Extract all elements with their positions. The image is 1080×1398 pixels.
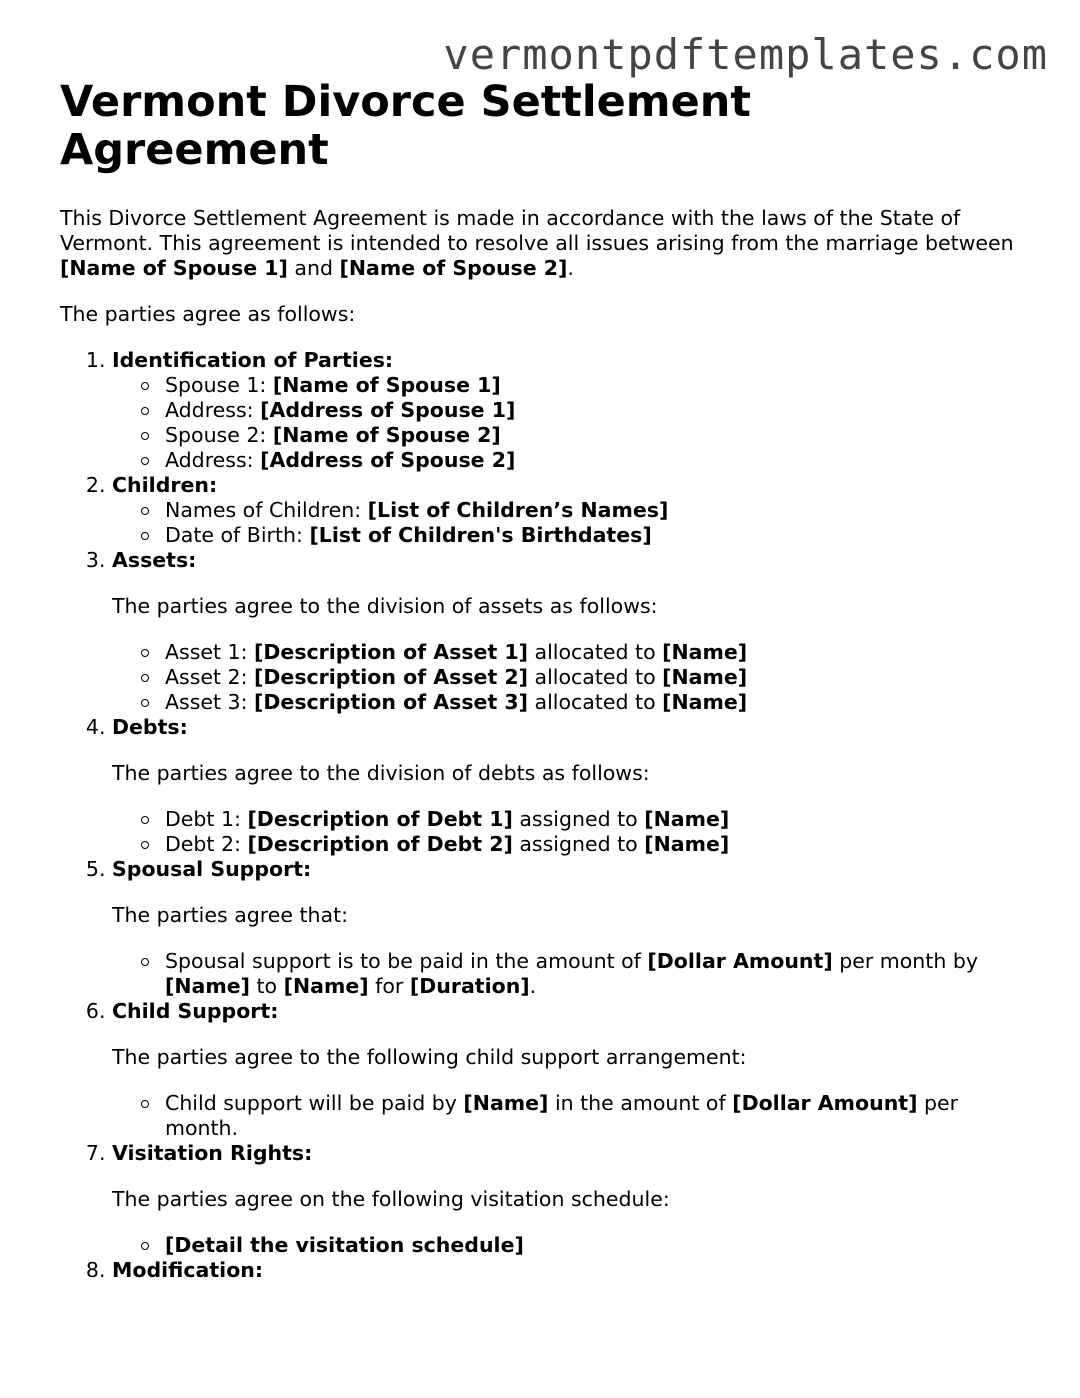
sub-list bbox=[112, 949, 1020, 999]
intro-paragraph bbox=[60, 206, 1020, 281]
section-children bbox=[112, 473, 1020, 548]
item-text: in the amount of bbox=[548, 1091, 733, 1115]
intro-spouse2: [Name of Spouse 2] bbox=[339, 256, 568, 280]
section-title: Spousal Support: bbox=[112, 857, 312, 881]
item-amount: [Dollar Amount] bbox=[732, 1091, 918, 1115]
item-value: [Name of Spouse 2] bbox=[272, 423, 501, 447]
item-label: Names of Children: bbox=[165, 498, 368, 522]
item-value: [Address of Spouse 1] bbox=[260, 398, 516, 422]
list-item bbox=[165, 423, 1020, 448]
item-text: Spousal support is to be paid in the amount of bbox=[165, 949, 648, 973]
list-item bbox=[165, 523, 1020, 548]
section-paragraph: The parties agree on the following visitation schedule: bbox=[112, 1187, 670, 1211]
item-label: Address: bbox=[165, 448, 261, 472]
section-paragraph: The parties agree to the division of assets as follows: bbox=[112, 594, 658, 618]
list-item bbox=[165, 832, 1020, 857]
item-amount: [Dollar Amount] bbox=[647, 949, 833, 973]
list-item bbox=[165, 448, 1020, 473]
section-title: Modification: bbox=[112, 1258, 264, 1282]
item-connector: assigned to bbox=[512, 807, 645, 831]
section-title: Children: bbox=[112, 473, 218, 497]
item-value: [Description of Asset 2] bbox=[254, 665, 529, 689]
item-value: [List of Children’s Names] bbox=[367, 498, 669, 522]
sub-list bbox=[112, 1091, 1020, 1141]
item-label: Date of Birth: bbox=[165, 523, 310, 547]
section-title: Child Support: bbox=[112, 999, 279, 1023]
item-value: [List of Children's Birthdates] bbox=[309, 523, 652, 547]
lead-paragraph: The parties agree as follows: bbox=[60, 302, 356, 326]
section-assets bbox=[112, 548, 1020, 715]
item-payer: [Name] bbox=[165, 974, 250, 998]
item-value: [Description of Asset 1] bbox=[254, 640, 529, 664]
list-item bbox=[165, 690, 1020, 715]
list-item bbox=[165, 949, 1020, 999]
item-label: Address: bbox=[165, 398, 261, 422]
list-item bbox=[165, 807, 1020, 832]
watermark: vermontpdftemplates.com bbox=[443, 30, 1048, 79]
section-spousal-support bbox=[112, 857, 1020, 999]
section-child-support bbox=[112, 999, 1020, 1141]
item-text: to bbox=[250, 974, 284, 998]
item-payee: [Name] bbox=[283, 974, 369, 998]
item-label: Spouse 2: bbox=[165, 423, 273, 447]
item-who: [Name] bbox=[662, 640, 748, 664]
section-paragraph: The parties agree that: bbox=[112, 903, 349, 927]
list-item bbox=[165, 373, 1020, 398]
sub-list bbox=[112, 1233, 1020, 1258]
list-item bbox=[165, 498, 1020, 523]
intro-and: and bbox=[287, 256, 340, 280]
item-value: [Name of Spouse 1] bbox=[272, 373, 501, 397]
section-title: Debts: bbox=[112, 715, 188, 739]
section-paragraph: The parties agree to the following child support arrangement: bbox=[112, 1045, 747, 1069]
item-value: [Address of Spouse 2] bbox=[260, 448, 516, 472]
item-value: [Detail the visitation schedule] bbox=[165, 1233, 524, 1257]
section-title: Visitation Rights: bbox=[112, 1141, 313, 1165]
sub-list bbox=[112, 640, 1020, 715]
item-duration: [Duration] bbox=[409, 974, 530, 998]
item-text: for bbox=[368, 974, 410, 998]
item-connector: allocated to bbox=[528, 690, 663, 714]
intro-text: This Divorce Settlement Agreement is made in accordance with the laws of the State of Vermont. This agreement is intended to resolve all issues arising from the marriage between bbox=[60, 206, 1014, 255]
intro-end: . bbox=[567, 256, 574, 280]
item-label: Asset 2: bbox=[165, 665, 255, 689]
intro-spouse1: [Name of Spouse 1] bbox=[60, 256, 288, 280]
section-visitation bbox=[112, 1141, 1020, 1258]
list-item bbox=[165, 398, 1020, 423]
item-label: Debt 1: bbox=[165, 807, 248, 831]
item-who: [Name] bbox=[644, 807, 730, 831]
item-who: [Name] bbox=[644, 832, 730, 856]
item-text: . bbox=[529, 974, 537, 998]
item-connector: assigned to bbox=[512, 832, 645, 856]
document-title: Vermont Divorce Settlement Agreement bbox=[60, 77, 751, 175]
item-value: [Description of Asset 3] bbox=[254, 690, 529, 714]
list-item bbox=[165, 665, 1020, 690]
sub-list bbox=[112, 498, 1020, 548]
list-item bbox=[165, 1233, 1020, 1258]
sections-list bbox=[60, 348, 1020, 1283]
section-paragraph: The parties agree to the division of debts as follows: bbox=[112, 761, 650, 785]
item-connector: allocated to bbox=[528, 640, 663, 664]
item-payer: [Name] bbox=[463, 1091, 549, 1115]
item-who: [Name] bbox=[662, 690, 748, 714]
sub-list bbox=[112, 373, 1020, 473]
item-label: Spouse 1: bbox=[165, 373, 273, 397]
section-debts bbox=[112, 715, 1020, 857]
item-value: [Description of Debt 2] bbox=[247, 832, 513, 856]
item-text: Child support will be paid by bbox=[165, 1091, 464, 1115]
item-label: Debt 2: bbox=[165, 832, 248, 856]
document-body bbox=[60, 78, 1020, 1283]
item-label: Asset 1: bbox=[165, 640, 255, 664]
item-text: per month. bbox=[165, 1091, 959, 1140]
item-text: per month by bbox=[832, 949, 978, 973]
item-value: [Description of Debt 1] bbox=[247, 807, 513, 831]
list-item bbox=[165, 640, 1020, 665]
section-identification bbox=[112, 348, 1020, 473]
item-label: Asset 3: bbox=[165, 690, 255, 714]
section-title: Identification of Parties: bbox=[112, 348, 394, 372]
list-item bbox=[165, 1091, 1020, 1141]
item-connector: allocated to bbox=[528, 665, 663, 689]
sub-list bbox=[112, 807, 1020, 857]
section-title: Assets: bbox=[112, 548, 197, 572]
section-modification bbox=[112, 1258, 1020, 1283]
item-who: [Name] bbox=[662, 665, 748, 689]
